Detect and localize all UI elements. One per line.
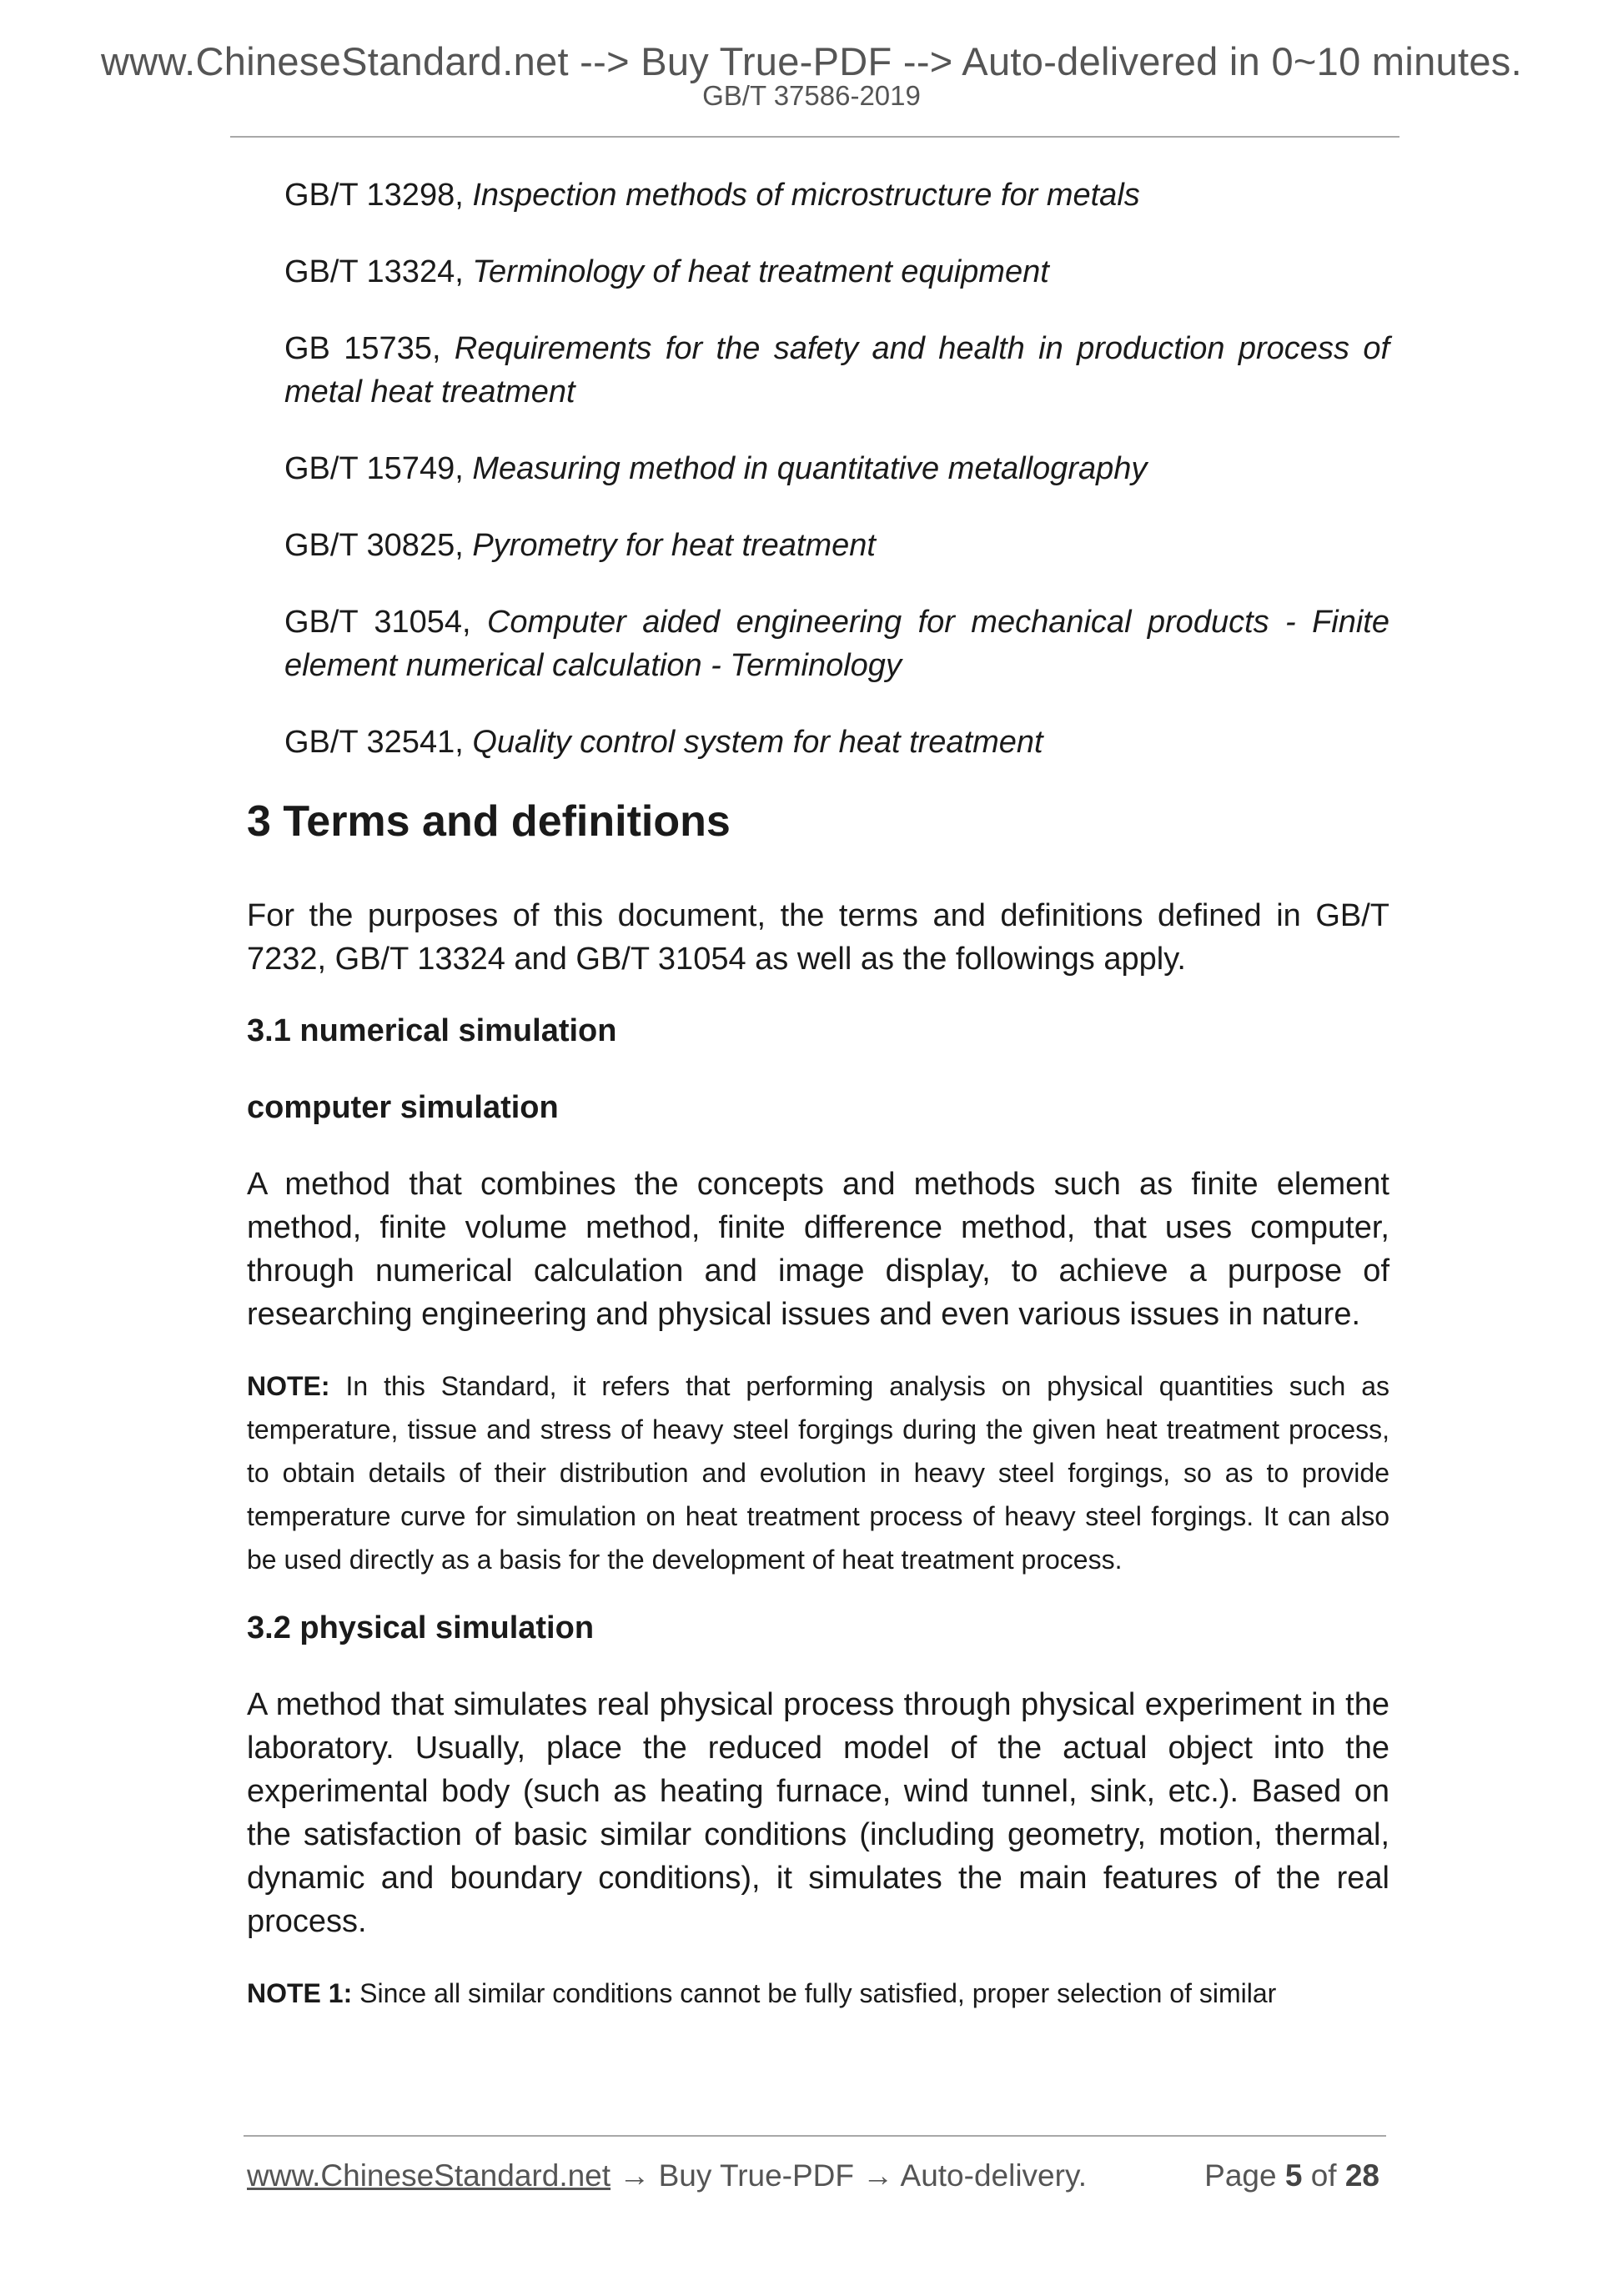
term-note bbox=[247, 1364, 1389, 1581]
header-divider bbox=[230, 136, 1399, 138]
reference-code: GB/T 32541, bbox=[284, 725, 473, 760]
reference-item bbox=[284, 600, 1389, 687]
footer-link[interactable]: www.ChineseStandard.net bbox=[247, 2158, 611, 2193]
footer-divider bbox=[244, 2135, 1386, 2137]
page-indicator bbox=[1204, 2154, 1379, 2198]
document-id: GB/T 37586-2019 bbox=[702, 80, 921, 111]
page-label: Page bbox=[1204, 2158, 1285, 2193]
reference-item bbox=[284, 327, 1389, 414]
header-banner: www.ChineseStandard.net --> Buy True-PDF --> Auto-delivered in 0~10 minutes. bbox=[101, 39, 1522, 83]
reference-item bbox=[284, 250, 1389, 294]
reference-title: Quality control system for heat treatment bbox=[472, 725, 1043, 760]
reference-item bbox=[284, 173, 1389, 217]
section-heading: 3 Terms and definitions bbox=[247, 797, 731, 846]
reference-item bbox=[284, 447, 1389, 490]
reference-code: GB/T 31054, bbox=[284, 605, 487, 640]
note-label: NOTE 1: bbox=[247, 1977, 353, 2008]
page-content bbox=[247, 173, 1389, 2040]
term-synonym: computer simulation bbox=[247, 1089, 559, 1125]
reference-code: GB/T 13298, bbox=[284, 178, 473, 213]
reference-item bbox=[284, 524, 1389, 567]
footer-link-suffix: → Buy True-PDF → Auto-delivery. bbox=[611, 2158, 1087, 2193]
reference-title: Computer aided engineering for mechanical products - Finite element numerical calculation - Terminology bbox=[284, 605, 1389, 683]
term-definition: A method that combines the concepts and methods such as finite element method, finite volume method, finite difference method, that uses computer, through numerical calculation and image display, to achieve a purpose of researching engineering and physical issues and even various issues in nature. bbox=[247, 1166, 1389, 1332]
footer-left bbox=[247, 2154, 1087, 2198]
term-heading: 3.2 physical simulation bbox=[247, 1610, 595, 1645]
term-definition: A method that simulates real physical process through physical experiment in the laboratory. Usually, place the reduced model of the actual object into the experimental body (such as heating furnace, wind tunnel, sink, etc.). Based on the satisfaction of basic similar conditions (including geometry, motion, thermal, dynamic and boundary conditions), it simulates the main features of the real process. bbox=[247, 1686, 1389, 1939]
reference-code: GB/T 30825, bbox=[284, 528, 473, 563]
section-intro: For the purposes of this document, the terms and definitions defined in GB/T 7232, GB/T 13324 and GB/T 31054 as well as the followings apply. bbox=[247, 897, 1389, 977]
note-text: In this Standard, it refers that performing analysis on physical quantities such as temperature, tissue and stress of heavy steel forgings during the given heat treatment process, to obtain details of their distribution and evolution in heavy steel forgings, so as to provide temperature curve for simulation on heat treatment process of heavy steel forgings. It can also be used directly as a basis for the development of heat treatment process. bbox=[247, 1370, 1389, 1575]
page-total: 28 bbox=[1344, 2158, 1379, 2193]
reference-title: Measuring method in quantitative metallography bbox=[472, 451, 1148, 486]
of-label: of bbox=[1302, 2158, 1345, 2193]
reference-title: Pyrometry for heat treatment bbox=[472, 528, 876, 563]
page-number: 5 bbox=[1284, 2158, 1303, 2193]
note-text: Since all similar conditions cannot be fully satisfied, proper selection of similar bbox=[352, 1977, 1277, 2008]
reference-code: GB/T 15749, bbox=[284, 451, 473, 486]
reference-code: GB 15735, bbox=[284, 331, 455, 366]
reference-code: GB/T 13324, bbox=[284, 254, 473, 289]
reference-item bbox=[284, 721, 1389, 764]
term-heading: 3.1 numerical simulation bbox=[247, 1012, 617, 1048]
reference-title: Requirements for the safety and health in production process of metal heat treatment bbox=[284, 331, 1390, 409]
note-label: NOTE: bbox=[247, 1370, 330, 1401]
reference-title: Terminology of heat treatment equipment bbox=[472, 254, 1049, 289]
term-note bbox=[247, 1972, 1389, 2015]
reference-title: Inspection methods of microstructure for metals bbox=[472, 178, 1140, 213]
